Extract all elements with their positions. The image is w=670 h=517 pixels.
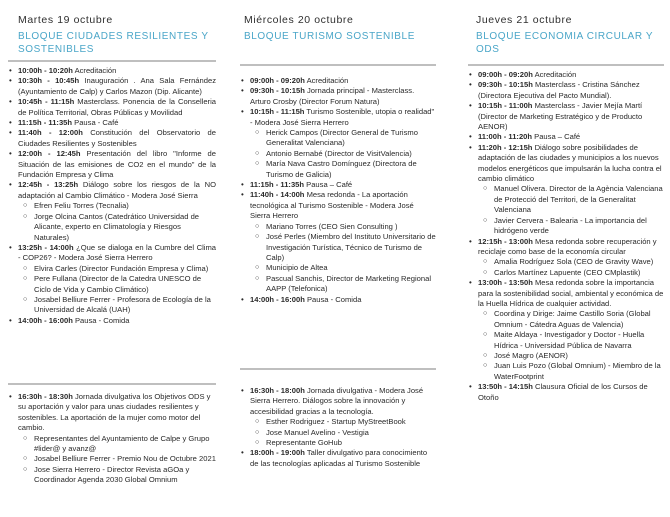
- time-range: 10:15h - 11:00h: [478, 101, 533, 111]
- item-description: Diálogo sobre posibilidades de adaptación de las ciudades y municipios a los nuevos modelos energéticos que impulsarán la lucha contra el cambio climático: [478, 142, 662, 184]
- column-wednesday: [240, 0, 436, 468]
- column-thursday: [468, 0, 664, 403]
- speaker-item: ○ Jose Manuel Avelino - Vestigia: [240, 428, 436, 438]
- item-description: Taller divulgativo para conocimiento de las tecnologías aplicadas al Turismo Sostenible: [250, 448, 428, 468]
- time-range: 10:45h - 11:15h: [18, 97, 75, 107]
- item-description: Turismo Sostenible, utopia o realidad" - Modera José Sierra Herrero: [250, 107, 435, 127]
- speaker-item: ○ Carlos Martínez Lapuente (CEO CMplastik): [468, 268, 664, 278]
- schedule-item: [468, 70, 664, 80]
- time-range: 14:00h - 16:00h: [250, 294, 305, 304]
- item-description: Diálogo sobre los riesgos de la NO adaptación al Cambio Climático - Modera José Sierra: [18, 180, 217, 200]
- schedule-item: [8, 149, 216, 180]
- item-description: Jornada principal - Masterclass. Arturo Crosby (Director Forum Natura): [250, 86, 415, 106]
- speaker-item: ○ Juan Luis Pozo (Global Omnium) - Miembro de la WaterFootprint: [468, 361, 664, 382]
- speaker-item: ○ Herick Campos (Director General de Turismo Generalitat Valenciana): [240, 128, 436, 149]
- divider: [8, 60, 216, 62]
- time-range: 11:40h - 14:00h: [250, 190, 305, 200]
- time-range: 10:15h - 11:15h: [250, 107, 305, 117]
- block-title: BLOQUE CIUDADES RESILIENTES Y SOSTENIBLES: [18, 31, 209, 55]
- time-range: 13:00h - 13:50h: [478, 278, 533, 288]
- time-range: 13:25h - 14:00h: [18, 242, 74, 252]
- time-range: 11:40h - 12:00h: [18, 128, 83, 138]
- speaker-item: ○ Jose Sierra Herrero - Director Revista aGOa y Coordinador Agenda 2030 Global Omnium: [8, 465, 216, 486]
- item-description: Masterclass - Cristina Sánchez (Directora Ejecutiva del Pacto Mundial).: [478, 80, 640, 100]
- divider: [8, 383, 216, 385]
- schedule-item: [8, 97, 216, 118]
- item-description: Masterclass - Javier Mejía Martí (Director de Marketing Estratégico y de Producto AENOR): [478, 101, 643, 132]
- time-range: 12:45h - 13:25h: [18, 180, 79, 190]
- speaker-item: ○ Josabel Belliure Ferrer - Profesora de Ecología de la Universidad de Alcalá (UAH): [8, 295, 216, 316]
- speaker-item: ○ Pere Fullana (Director de la Catedra UNESCO de Ciclo de Vida y Cambio Climático): [8, 274, 216, 295]
- divider: [240, 368, 436, 370]
- schedule-item: [468, 143, 664, 185]
- block-title: BLOQUE ECONOMIA CIRCULAR Y ODS: [476, 31, 653, 55]
- speaker-item: ○ Amalia Rodríguez Sola (CEO de Gravity Wave): [468, 257, 664, 267]
- item-description: Acreditación: [532, 70, 577, 79]
- speaker-item: ○ Coordina y Dirige: Jaime Castillo Soria (Global Omnium - Cátedra Aguas de Valencia): [468, 309, 664, 330]
- time-range: 09:30h - 10:15h: [478, 80, 533, 90]
- item-description: Pausa – Café: [304, 180, 353, 190]
- item-description: Masterclass. Ponencia de la Conselleria de Política Territorial, Obras Públicas y Movilidad: [18, 97, 217, 117]
- divider: [468, 64, 664, 66]
- schedule-item: [8, 316, 216, 326]
- speaker-item: ○ Maite Aldaya - Investigador y Doctor - Huella Hídrica - Universidad Pública de Navarra: [468, 330, 664, 351]
- time-range: 18:00h - 19:00h: [250, 448, 305, 458]
- time-range: 11:00h - 11:20h: [478, 132, 533, 142]
- schedule-list-afternoon: [8, 392, 216, 486]
- speaker-item: ○ Representante GoHub: [240, 438, 436, 448]
- item-description: Constitución del Observatorio de Ciudades Resilientes y Sostenibles: [18, 128, 216, 148]
- item-description: Pausa - Café: [72, 118, 119, 128]
- speaker-item: ○ Antonio Bernabé (Director de VisitValencia): [240, 149, 436, 159]
- column-tuesday: [8, 0, 217, 485]
- schedule-item: [8, 128, 216, 149]
- schedule-item: [468, 80, 664, 101]
- day-heading: Jueves 21 octubre: [476, 14, 573, 26]
- item-description: Mesa redonda - La aportación tecnológica al Turismo Sostenible - Modera José Sierra Herrero: [250, 190, 414, 221]
- time-range: 09:00h - 09:20h: [250, 76, 305, 85]
- day-heading: Miércoles 20 octubre: [244, 14, 354, 26]
- item-description: Pausa - Comida: [304, 294, 362, 304]
- schedule-item: [240, 76, 436, 86]
- item-description: Jornada divulgativa - Modera José Sierra Herrero. Diálogos sobre la innovación y accesibilidad gracias a la tecnología.: [250, 386, 424, 416]
- schedule-item: [240, 448, 436, 469]
- time-range: 11:20h - 12:15h: [478, 142, 533, 152]
- item-description: Inauguración . Ana Sala Fernández (Ayuntamiento de Calp) y Carlos Mazon (Dip. Alicante): [18, 76, 216, 96]
- time-range: 09:00h - 09:20h: [478, 70, 533, 79]
- speaker-item: ○ Jorge Olcina Cantos (Catedrático Universidad de Alicante, experto en Climatología y Riesgos Naturales): [8, 212, 216, 243]
- schedule-item: [468, 382, 664, 403]
- schedule-item: [468, 237, 664, 258]
- time-range: 12:15h - 13:00h: [478, 236, 533, 246]
- schedule-list: [240, 76, 436, 305]
- speaker-item: ○ Mariano Torres (CEO Sien Consulting ): [240, 222, 436, 232]
- item-description: Pausa – Café: [532, 132, 581, 142]
- item-description: Jornada divulgativa los Objetivos ODS y su aportación y valor para unas ciudades resilientes y sostenibles. La aportación de la mujer como motor del cambio.: [18, 392, 211, 433]
- item-description: Pausa - Comida: [72, 315, 130, 325]
- item-description: ¿Que se dialoga en la Cumbre del Clima - COP26? - Modera José Sierra Herrero: [18, 242, 216, 263]
- schedule-item: [240, 190, 436, 221]
- schedule-list: [8, 66, 216, 326]
- time-range: 11:15h - 11:35h: [18, 118, 73, 128]
- speaker-item: ○ María Nava Castro Domínguez (Directora de Turismo de Galicia): [240, 159, 436, 180]
- schedule-item: [468, 132, 664, 142]
- time-range: 09:30h - 10:15h: [250, 86, 305, 96]
- time-range: 12:00h - 12:45h: [18, 149, 81, 159]
- speaker-item: ○ Efren Feliu Torres (Tecnalia): [8, 201, 216, 211]
- schedule-item: [8, 118, 216, 128]
- schedule-item: [8, 392, 216, 434]
- time-range: 10:30h - 10:45h: [18, 76, 80, 86]
- schedule-item: [240, 86, 436, 107]
- schedule-item: [468, 101, 664, 132]
- speaker-item: ○ Representantes del Ayuntamiento de Calpe y Grupo #lider@ y avanz@: [8, 434, 216, 455]
- schedule-item: [8, 180, 216, 201]
- item-description: Clausura Oficial de los Cursos de Otoño: [478, 382, 648, 402]
- speaker-item: ○ Esther Rodriguez - Startup MyStreetBook: [240, 417, 436, 427]
- schedule-item: [240, 386, 436, 417]
- time-range: 14:00h - 16:00h: [18, 315, 73, 325]
- time-range: 13:50h - 14:15h: [478, 382, 533, 392]
- item-description: Acreditación: [304, 76, 349, 85]
- time-range: 10:00h - 10:20h: [18, 66, 73, 75]
- time-range: 16:30h - 18:00h: [250, 386, 305, 395]
- speaker-item: ○ Javier Cervera - Balearia - La importancia del hidrógeno verde: [468, 216, 664, 237]
- schedule-item: [8, 66, 216, 76]
- schedule-item: [468, 278, 664, 309]
- speaker-item: ○ Pascual Sanchis, Director de Marketing Regional AAPP (Telefonica): [240, 274, 436, 295]
- speaker-item: ○ Manuel Olivera. Director de la Agència Valenciana de Protecció del Territori, de la Generalitat Valenciana: [468, 184, 664, 215]
- item-description: Mesa redonda sobre la importancia para la sostenibilidad social, ambiental y económica de la Huella Hídrica de cualquier actividad.: [478, 278, 664, 308]
- item-description: Mesa redonda sobre recuperación y reciclaje como base de la economía circular: [478, 236, 657, 256]
- speaker-item: ○ Elvira Carles (Director Fundación Empresa y Clima): [8, 264, 216, 274]
- schedule-item: [240, 295, 436, 305]
- schedule-item: [240, 180, 436, 190]
- schedule-item: [8, 76, 216, 97]
- schedule-item: [8, 243, 216, 264]
- time-range: 16:30h - 18:30h: [18, 392, 73, 401]
- schedule-list-afternoon: [240, 386, 436, 469]
- divider: [240, 64, 436, 66]
- block-title: BLOQUE TURISMO SOSTENIBLE: [244, 31, 415, 42]
- schedule-list: [468, 70, 664, 403]
- item-description: Acreditación: [72, 66, 117, 75]
- speaker-item: ○ José Perles (Miembro del Instituto Universitario de Investigación Turística, Técnico de Turismo de Calp): [240, 232, 436, 263]
- speaker-item: ○ Josabel Belliure Ferrer - Premio Nou de Octubre 2021: [8, 454, 216, 464]
- item-description: Presentación del libro "Informe de Situación de las emisiones de CO2 en el mundo" de la Fundación Empresa y Clima: [18, 149, 217, 180]
- schedule-item: [240, 107, 436, 128]
- speaker-item: ○ José Magro (AENOR): [468, 351, 664, 361]
- speaker-item: ○ Municipio de Altea: [240, 263, 436, 273]
- day-heading: Martes 19 octubre: [18, 14, 113, 26]
- time-range: 11:15h - 11:35h: [250, 180, 305, 190]
